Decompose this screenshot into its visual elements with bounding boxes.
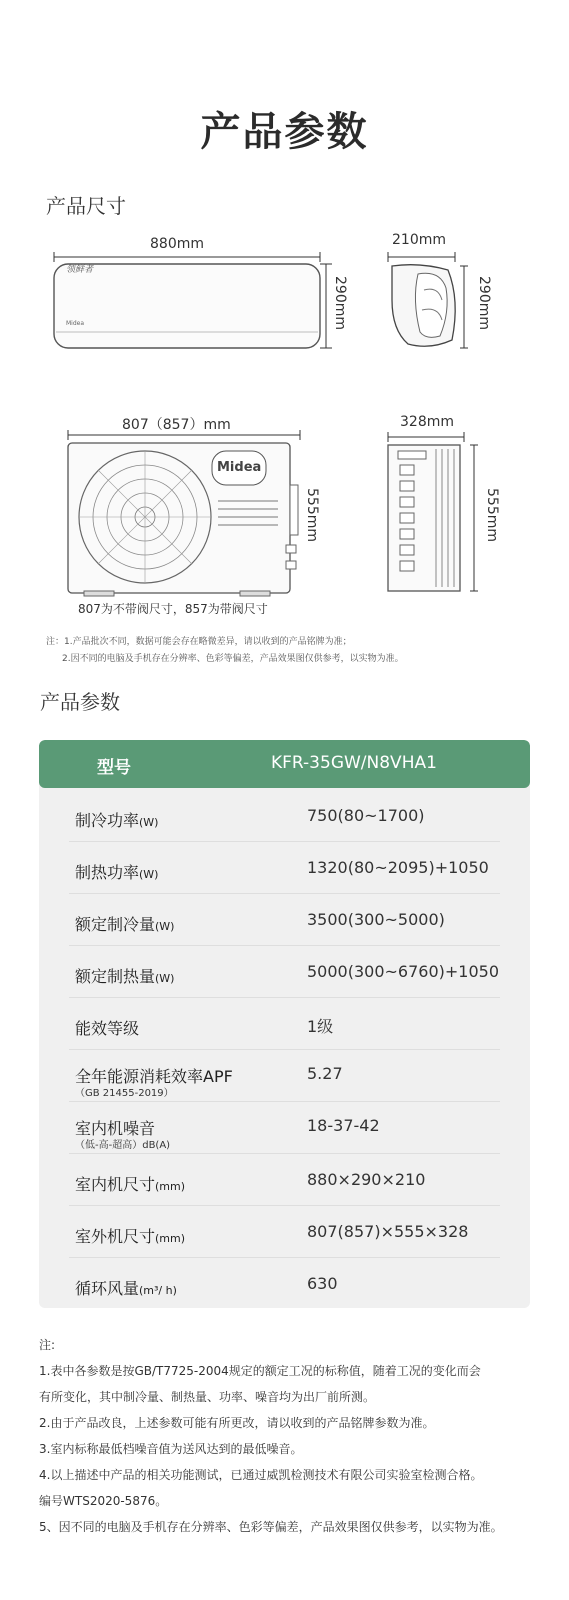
params-table-header (39, 740, 530, 788)
row-label: 额定制冷量(W) (75, 915, 175, 934)
footnotes (39, 1332, 539, 1540)
footnotes-heading: 注: (39, 1338, 56, 1352)
table-row (39, 998, 530, 1050)
indoor-depth-label: 210mm (392, 232, 446, 248)
row-label: 室外机尺寸(mm) (75, 1227, 186, 1246)
dimension-note-1: 注：1.产品批次不同，数据可能会存在略微差异，请以收到的产品铭牌为准； (46, 637, 352, 647)
table-row (39, 1206, 530, 1258)
row-label: 能效等级 (75, 1019, 140, 1038)
footnote-line: 编号WTS2020-5876。 (39, 1494, 168, 1508)
row-sublabel: （低-高-超高）dB(A) (75, 1140, 171, 1151)
row-label: 全年能源消耗效率APF (75, 1067, 233, 1086)
dimension-note-2: 2.因不同的电脑及手机存在分辨率、色彩等偏差，产品效果图仅供参考，以实物为准。 (62, 654, 404, 664)
row-value: 750(80~1700) (307, 806, 425, 825)
table-row (39, 946, 530, 998)
row-label: 室内机尺寸(mm) (75, 1175, 186, 1194)
dimensions-section-title: 产品尺寸 (46, 194, 126, 218)
footnote-line: 2.由于产品改良，上述参数可能有所更改，请以收到的产品铭牌参数为准。 (39, 1416, 435, 1430)
row-label: 制冷功率(W) (75, 811, 159, 830)
row-label: 制热功率(W) (75, 863, 159, 882)
row-value: 880×290×210 (307, 1170, 426, 1189)
header-model-value: KFR-35GW/N8VHA1 (271, 753, 437, 773)
table-row (39, 842, 530, 894)
row-label: 额定制热量(W) (75, 967, 175, 986)
indoor-side-height-label: 290mm (476, 276, 492, 330)
row-value: 1320(80~2095)+1050 (307, 858, 489, 877)
indoor-unit-side-drawing (380, 240, 480, 360)
header-label: 型号 (97, 758, 131, 778)
row-value: 807(857)×555×328 (307, 1222, 469, 1241)
row-value: 18-37-42 (307, 1116, 380, 1135)
footnote-line: 有所变化，其中制冷量、制热量、功率、噪音均为出厂前所测。 (39, 1390, 376, 1404)
row-value: 630 (307, 1274, 338, 1293)
row-value: 3500(300~5000) (307, 910, 445, 929)
outdoor-width-label: 807（857）mm (122, 417, 231, 433)
row-value: 5.27 (307, 1064, 343, 1083)
footnote-line: 3.室内标称最低档噪音值为送风达到的最低噪音。 (39, 1442, 303, 1456)
table-row (39, 1102, 530, 1154)
page-title: 产品参数 (200, 109, 369, 155)
row-value: 1级 (307, 1017, 334, 1036)
footnote-line: 5、因不同的电脑及手机存在分辨率、色彩等偏差，产品效果图仅供参考，以实物为准。 (39, 1520, 503, 1534)
table-row (39, 1050, 530, 1102)
indoor-height-label: 290mm (332, 276, 348, 330)
indoor-logo: Midea (66, 320, 85, 327)
row-label: 室内机噪音 (75, 1119, 156, 1138)
indoor-unit-front-drawing (40, 240, 360, 360)
outdoor-unit-front-drawing (60, 425, 320, 600)
outdoor-logo: Midea (217, 460, 262, 475)
indoor-width-label: 880mm (150, 236, 204, 252)
row-sublabel: （GB 21455-2019） (75, 1088, 174, 1099)
table-row (39, 790, 530, 842)
row-value: 5000(300~6760)+1050 (307, 962, 499, 981)
row-label: 循环风量(m³/ h) (75, 1279, 177, 1298)
footnote-line: 1.表中各参数是按GB/T7725-2004规定的额定工况的标称值，随着工况的变化而会 (39, 1364, 481, 1378)
table-row (39, 1258, 530, 1308)
outdoor-height-label: 555mm (304, 488, 320, 542)
params-table (39, 740, 530, 1308)
footnote-line: 4.以上描述中产品的相关功能测试，已通过威凯检测技术有限公司实验室检测合格。 (39, 1468, 483, 1482)
table-row (39, 1154, 530, 1206)
outdoor-caption: 807为不带阀尺寸，857为带阀尺寸 (78, 602, 268, 616)
params-section-title: 产品参数 (40, 690, 120, 714)
outdoor-side-height-label: 555mm (484, 488, 500, 542)
table-row (39, 894, 530, 946)
outdoor-depth-label: 328mm (400, 414, 454, 430)
outdoor-unit-side-drawing (384, 425, 494, 600)
indoor-brand-mark: 领鲜者 (66, 265, 94, 275)
